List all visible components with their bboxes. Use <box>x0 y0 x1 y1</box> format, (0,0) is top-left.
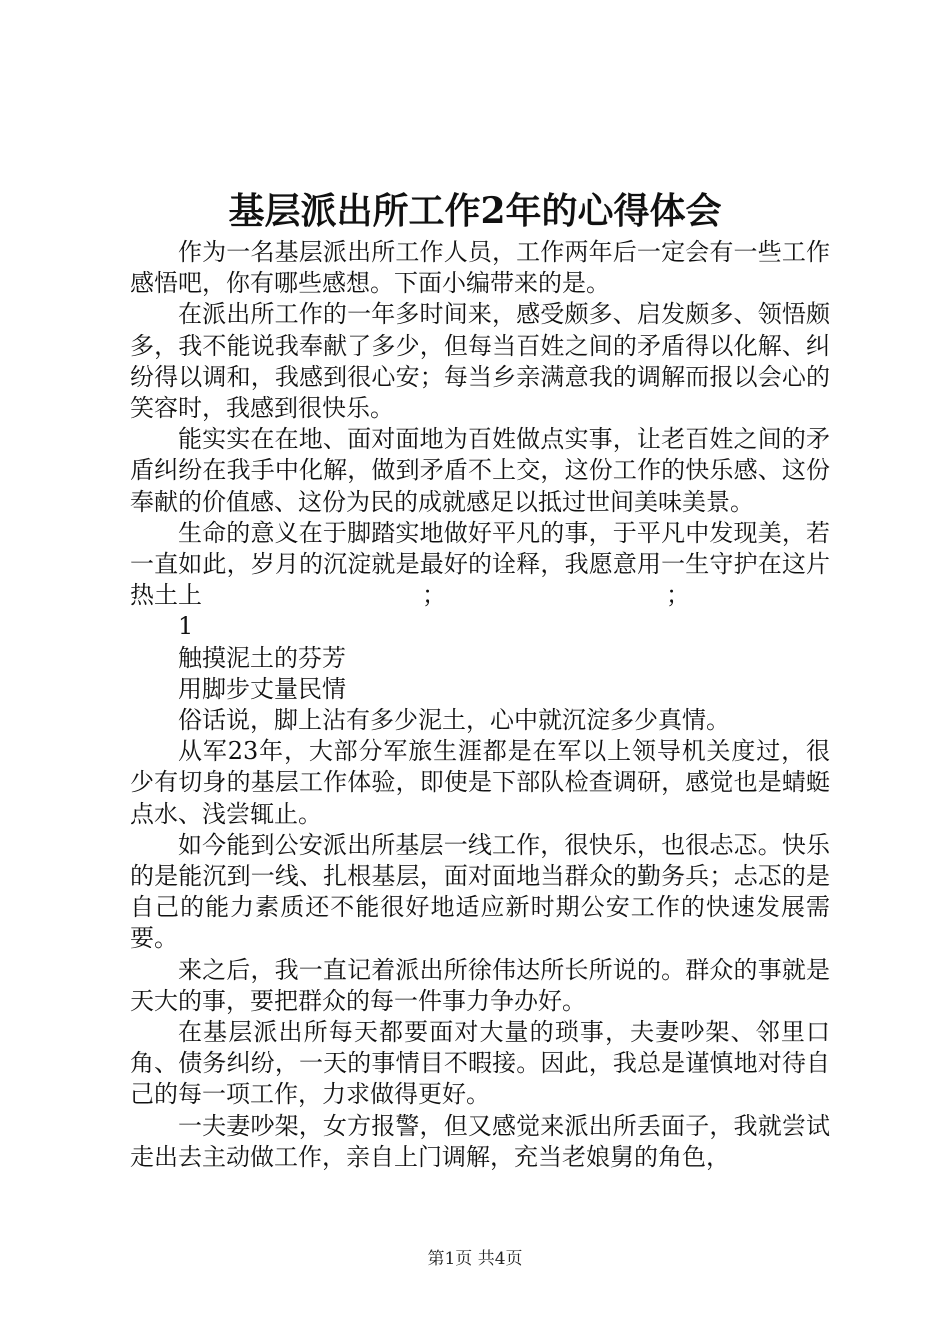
separator: ； <box>666 581 690 610</box>
paragraph: 俗话说，脚上沾有多少泥土，心中就沉淀多少真情。 <box>178 706 730 735</box>
list-number: 1 <box>178 612 194 641</box>
section-heading: 触摸泥土的芬芳 <box>178 643 346 672</box>
document-title: 基层派出所工作2年的心得体会 <box>228 190 722 232</box>
paragraph: 能实实在在地、面对面地为百姓做点实事，让老百姓之间的矛盾纠纷在我手中化解，做到矛盾不上交，这份工作的快乐感、这份奉献的价值感、这份为民的成就感足以抵过世间美味美景。 <box>130 425 830 516</box>
paragraph: 如今能到公安派出所基层一线工作，很快乐，也很忐忑。快乐的是能沉到一线、扎根基层，面对面地当群众的勤务兵；忐忑的是自己的能力素质还不能很好地适应新时期公安工作的快速发展需要。 <box>130 830 830 953</box>
document-body <box>130 237 830 1173</box>
paragraph <box>130 518 830 612</box>
paragraph: 在基层派出所每天都要面对大量的琐事，夫妻吵架、邻里口角、债务纠纷，一天的事情目不暇接。因此，我总是谨慎地对待自己的每一项工作，力求做得更好。 <box>130 1018 830 1109</box>
paragraph: 从军23年，大部分军旅生涯都是在军以上领导机关度过，很少有切身的基层工作体验，即使是下部队检查调研，感觉也是蜻蜓点水、浅尝辄止。 <box>130 737 830 828</box>
paragraph: 一夫妻吵架，女方报警，但又感觉来派出所丢面子，我就尝试走出去主动做工作，亲自上门调解，充当老娘舅的角色， <box>130 1111 830 1171</box>
paragraph-text: 生命的意义在于脚踏实地做好平凡的事，于平凡中发现美，若一直如此，岁月的沉淀就是最好的诠释，我愿意用一生守护在这片热土上 <box>130 518 830 610</box>
paragraph: 作为一名基层派出所工作人员，工作两年后一定会有一些工作感悟吧，你有哪些感想。下面小编带来的是。 <box>130 238 830 298</box>
section-heading: 用脚步丈量民情 <box>178 674 346 703</box>
paragraph: 来之后，我一直记着派出所徐伟达所长所说的。群众的事就是天大的事，要把群众的每一件事力争办好。 <box>130 955 830 1015</box>
separator: ； <box>422 581 446 610</box>
page-footer: 第1页 共4页 <box>427 1249 523 1269</box>
paragraph: 在派出所工作的一年多时间来，感受颇多、启发颇多、领悟颇多，我不能说我奉献了多少，但每当百姓之间的矛盾得以化解、纠纷得以调和，我感到很心安；每当乡亲满意我的调解而报以会心的笑容时，我感到很快乐。 <box>130 300 830 423</box>
